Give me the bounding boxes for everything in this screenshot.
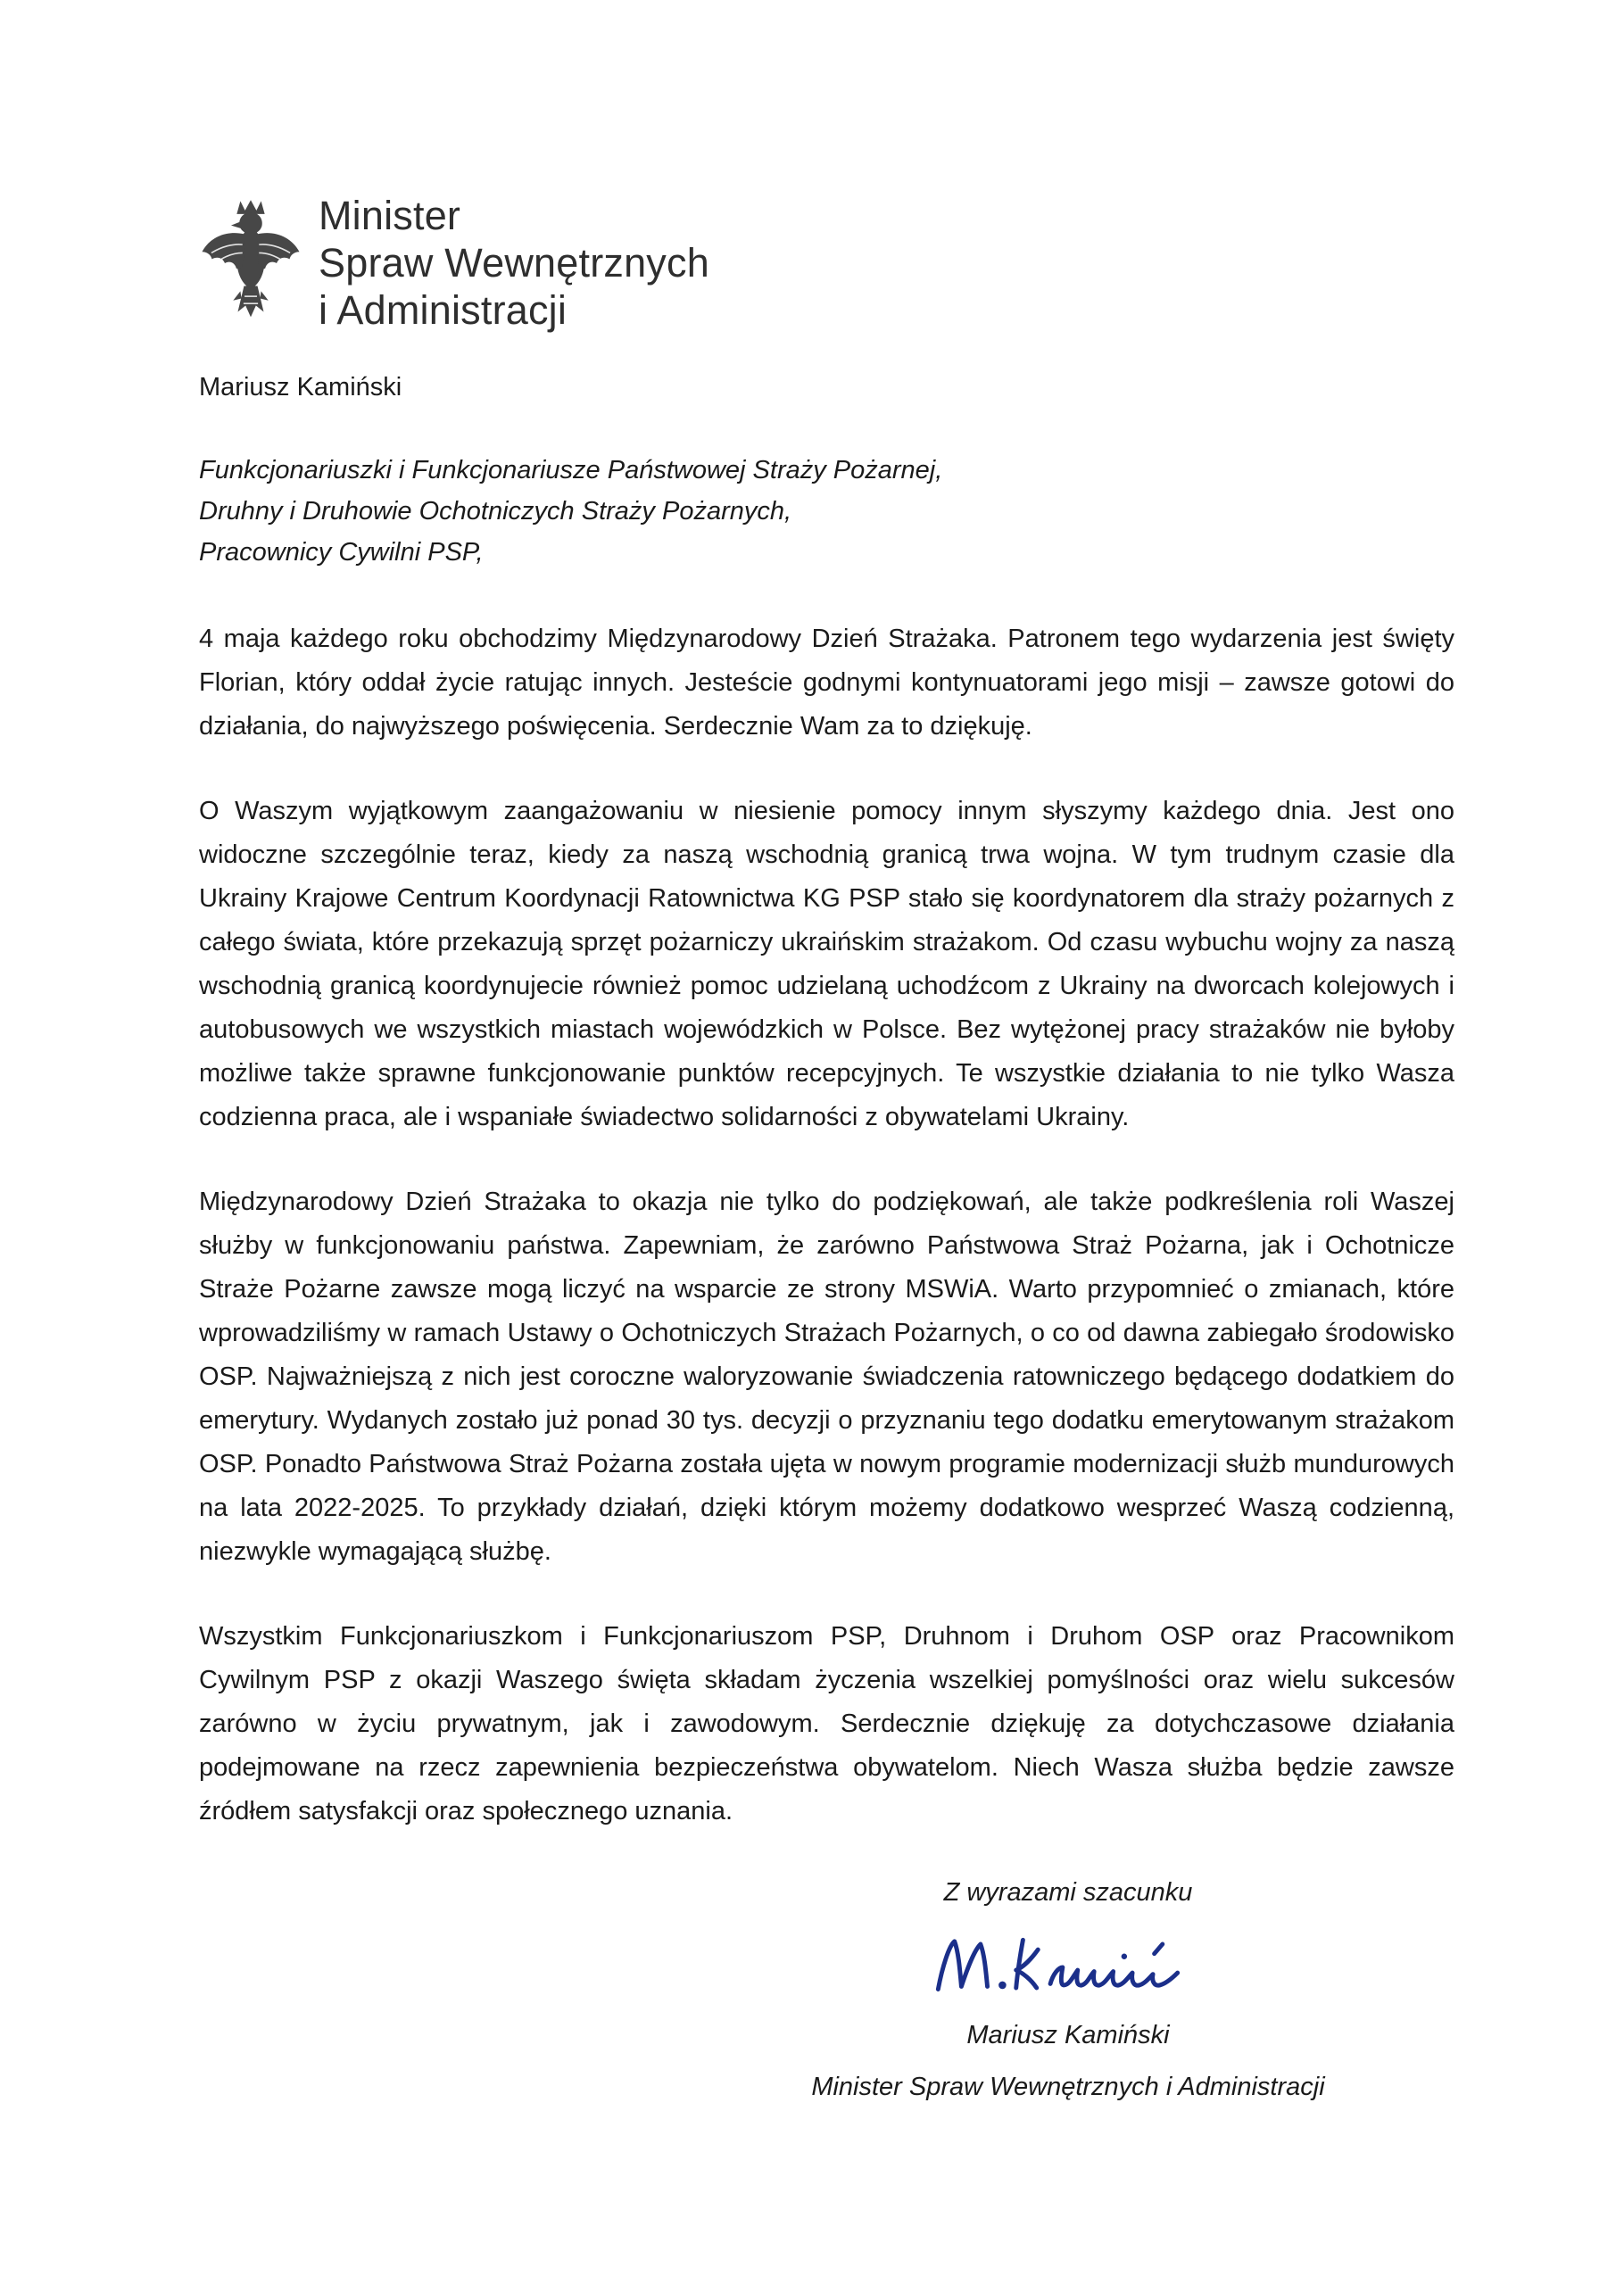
handwritten-signature-icon (914, 1926, 1222, 2008)
ministry-name (319, 192, 709, 334)
ministry-name-line: i Administracji (319, 287, 568, 333)
closing-block (711, 1875, 1425, 2105)
body-paragraph: 4 maja każdego roku obchodzimy Międzynarodowy Dzień Strażaka. Patronem tego wydarzenia jest święty Florian, który oddał życie ratując innych. Jesteście godnymi kontynuatorami jego misji – zawsze gotowi do działania, do najwyższego poświęcenia. Serdecznie Wam za to dziękuję. (199, 625, 1454, 741)
body-paragraph: Wszystkim Funkcjonariuszkom i Funkcjonariuszom PSP, Druhnom i Druhom OSP oraz Pracownikom Cywilnym PSP z okazji Waszego święta składam życzenia wszelkiej pomyślności oraz wielu sukcesów zarówno w życiu prywatnym, jak i zawodowym. Serdecznie dziękuję za dotychczasowe działania podejmowane na rzecz zapewnienia bezpieczeństwa obywatelom. Niech Wasza służba będzie zawsze źródłem satysfakcji oraz społecznego uznania. (199, 1622, 1454, 1826)
salutation-line: Druhny i Druhowie Ochotniczych Straży Pożarnych, (199, 497, 792, 526)
letterhead (199, 192, 1454, 334)
valediction: Z wyrazami szacunku (943, 1878, 1193, 1907)
ministry-name-line: Minister (319, 193, 461, 238)
ministry-name-line: Spraw Wewnętrznych (319, 240, 709, 286)
polish-eagle-emblem-icon (199, 197, 302, 329)
salutation (199, 450, 1454, 573)
signer-name: Mariusz Kamiński (966, 2021, 1170, 2049)
salutation-line: Funkcjonariuszki i Funkcjonariusze Państwowej Straży Pożarnej, (199, 456, 943, 484)
salutation-line: Pracownicy Cywilni PSP, (199, 538, 484, 567)
signer-title: Minister Spraw Wewnętrznych i Administracji (811, 2073, 1325, 2101)
body-paragraph: Międzynarodowy Dzień Strażaka to okazja nie tylko do podziękowań, ale także podkreślenia roli Waszej służby w funkcjonowaniu państwa. Zapewniam, że zarówno Państwowa Straż Pożarna, jak i Ochotnicze Straże Pożarne zawsze mogą liczyć na wsparcie ze strony MSWiA. Warto przypomnieć o zmianach, które wprowadziliśmy w ramach Ustawy o Ochotniczych Strażach Pożarnych, o co od dawna zabiegało środowisko OSP. Najważniejszą z nich jest coroczne waloryzowanie świadczenia ratowniczego będącego dodatkiem do emerytury. Wydanych zostało już ponad 30 tys. decyzji o przyznaniu tego dodatku emerytowanym strażakom OSP. Ponadto Państwowa Straż Pożarna została ujęta w nowym programie modernizacji służb mundurowych na lata 2022-2025. To przykłady działań, dzięki którym możemy dodatkowo wesprzeć Waszą codzienną, niezwykle wymagającą służbę. (199, 1188, 1454, 1566)
author-name: Mariusz Kamiński (199, 373, 402, 402)
letter-body (199, 617, 1454, 1834)
body-paragraph: O Waszym wyjątkowym zaangażowaniu w niesienie pomocy innym słyszymy każdego dnia. Jest ono widoczne szczególnie teraz, kiedy za naszą wschodnią granicą trwa wojna. W tym trudnym czasie dla Ukrainy Krajowe Centrum Koordynacji Ratownictwa KG PSP stało się koordynatorem dla straży pożarnych z całego świata, które przekazują sprzęt pożarniczy ukraińskim strażakom. Od czasu wybuchu wojny za naszą wschodnią granicą koordynujecie również pomoc udzielaną uchodźcom z Ukrainy na dworcach kolejowych i autobusowych we wszystkich miastach wojewódzkich w Polsce. Bez wytężonej pracy strażaków nie byłoby możliwe także sprawne funkcjonowanie punktów recepcyjnych. Te wszystkie działania to nie tylko Wasza codzienna praca, ale i wspaniałe świadectwo solidarności z obywatelami Ukrainy. (199, 797, 1454, 1131)
